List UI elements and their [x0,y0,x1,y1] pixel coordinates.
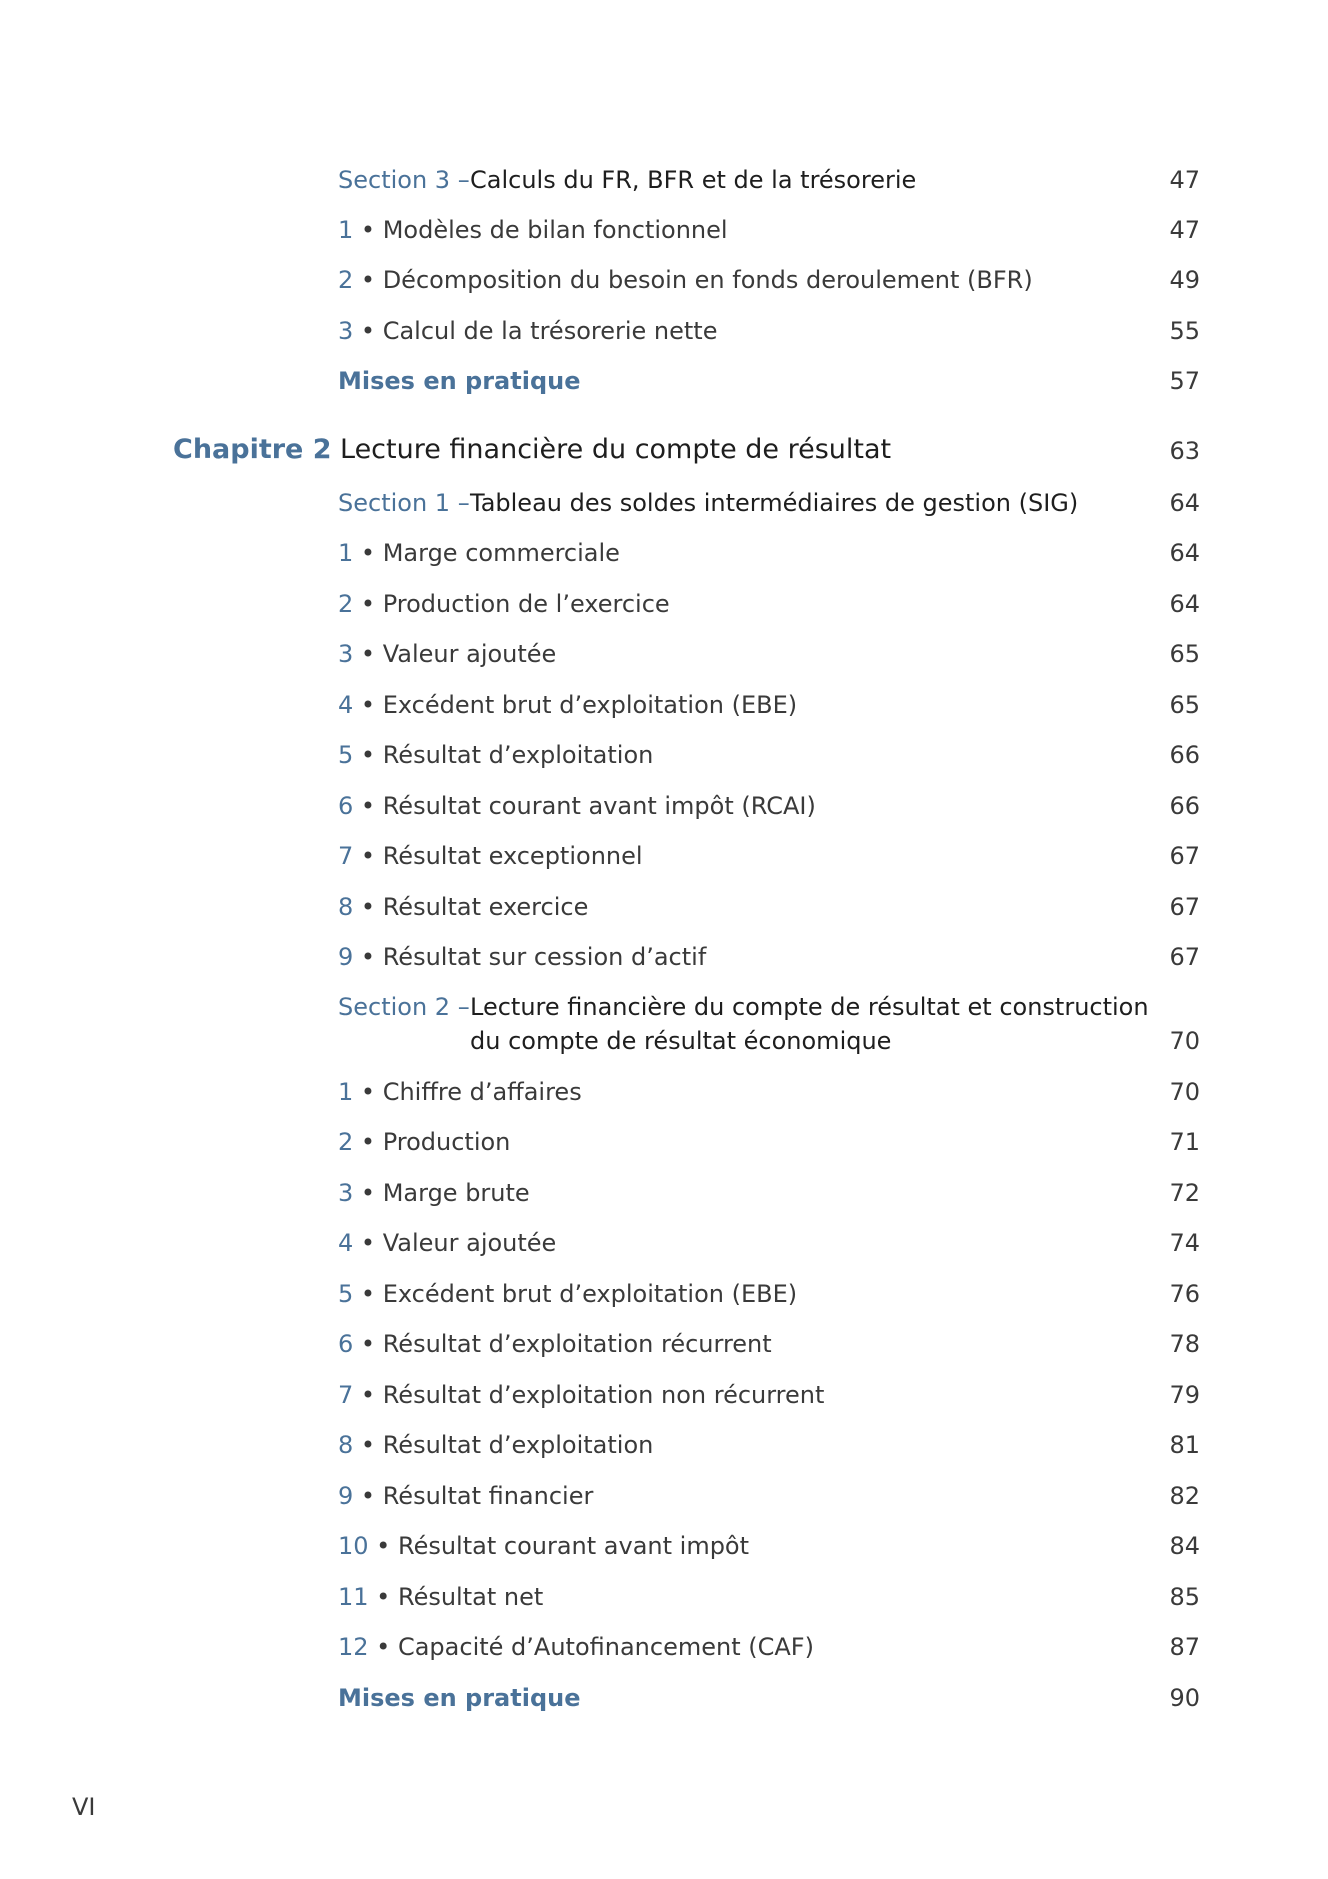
mises-label: Mises en pratique [338,1684,581,1712]
page-number: 90 [1169,1684,1200,1712]
item-number: 3 • Calcul de la trésorerie nette [338,317,718,345]
page-number: 63 [1169,437,1200,465]
page-number: 57 [1169,367,1200,395]
chapter-label: Chapitre 2 [173,434,332,465]
item-number: 1 • Modèles de bilan fonctionnel [338,216,728,244]
item-number: 2 • Décomposition du besoin en fonds deroulement (BFR) [338,266,1033,294]
page-number: 55 [1169,317,1200,345]
table-of-contents: Section 3 – Calculs du FR, BFR et de la trésorerie 47 1 • Modèles de bilan fonctionnel 47 2 • Décomposition du besoin en fonds deroulement (BFR) 49 3 • Calcul de la trésorerie nette 55 Mises en pratique 57 Chapitre 2 Lecture financière du compte de résultat 63 Section 1 – Tableau des soldes intermédiaires de gestion (SIG) 64 1 • Marge commerciale 64 2 • Production de l’exercice 64 3 • Valeur ajoutée 65 4 • Excédent brut d’exploitation (EBE) 65 5 • Résultat d’exploitation 66 6 • Résultat courant avant impôt (RCAI) 66 7 • Résultat exceptionnel 67 8 • Résultat exercice 67 9 • Résultat sur cession d’actif 67 Section 2 – Lecture financière du compte de résultat et construction du compte de résultat économique 70 1 • Chiffre d’affaires 70 2 • Production 71 3 • Marge brute 72 4 • Valeur ajoutée 74 5 • Excédent brut d’exploitation (EBE) 76 6 • Résultat d’exploitation récurrent 78 7 • Résultat d’exploitation non récurrent 79 8 • Résultat d’exploitation 81 9 • Résultat financier 82 10 • Résultat courant avant impôt 84 11 • Résultat net 85 12 • Capacité d’Autofinancement (CAF) 87 Mises en pratique 90 VI [72,166,1200,1821]
section-title: Tableau des soldes intermédiaires de gestion (SIG) [470,489,1079,517]
page-number: 64 [1169,489,1200,517]
section-label: Section 3 – [338,166,470,194]
section-label: Section 1 – [338,489,470,517]
mises-label: Mises en pratique [338,367,581,395]
page-number: 47 [1169,166,1200,194]
page-number: 49 [1169,266,1200,294]
section-title-line2: du compte de résultat économique [470,1027,892,1055]
section-label: Section 2 – [338,993,470,1021]
chapter-title: Lecture financière du compte de résultat [340,434,892,465]
page-number: 47 [1169,216,1200,244]
section-title: Calculs du FR, BFR et de la trésorerie [470,166,917,194]
section-title: Lecture financière du compte de résultat et construction [470,993,1149,1021]
page-number: 70 [1169,1027,1200,1055]
page-folio: VI [72,1793,96,1821]
